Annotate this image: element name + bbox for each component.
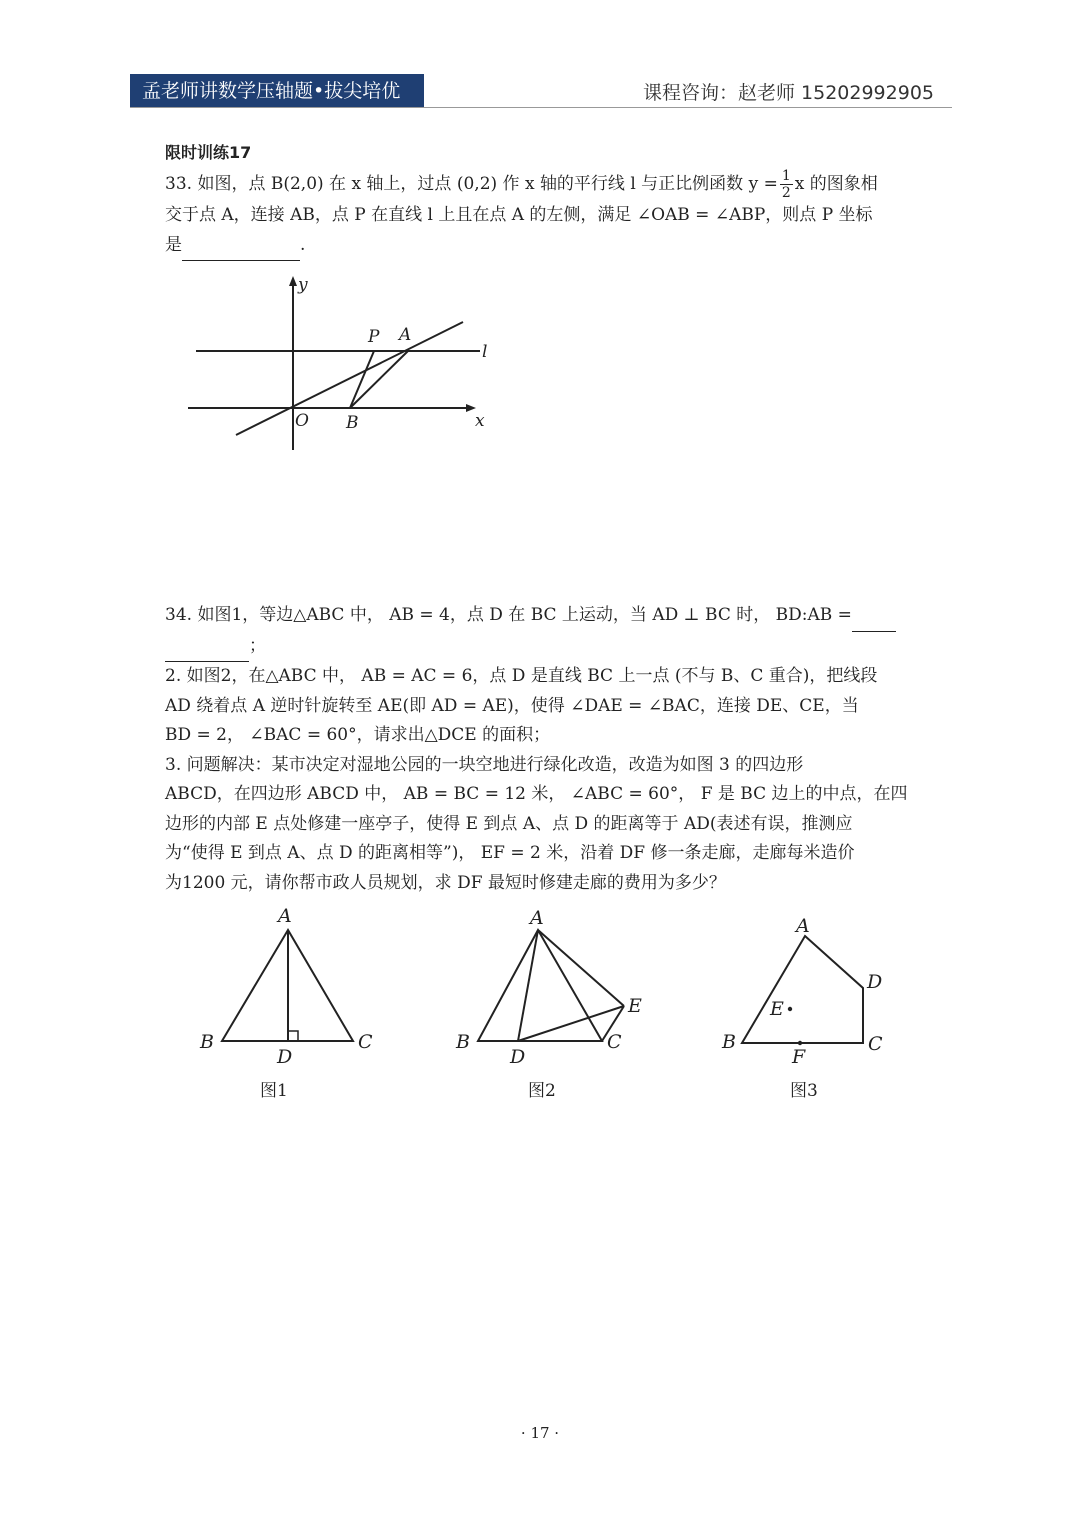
q33-line1	[165, 168, 920, 201]
question-33	[165, 168, 920, 261]
fig1-label-a: A	[278, 905, 292, 927]
q34-line9: 为“使得 E 到点 A、点 D 的距离相等”)， EF = 2 米，沿着 DF 修一条走廊，走廊每米造价	[165, 843, 855, 863]
header-contact: 课程咨询：赵老师 15202992905	[642, 82, 934, 104]
fraction-numerator: 1	[781, 168, 791, 184]
fig3-label-e: E	[770, 998, 784, 1020]
fig1-label-c: C	[358, 1031, 373, 1053]
figure-1-caption: 图1	[260, 1081, 288, 1101]
label-x: x	[475, 411, 485, 431]
fig3-label-d: D	[867, 971, 883, 993]
q34-line10: 为1200 元，请你帮市政人员规划，求 DF 最短时修建走廊的费用为多少？	[165, 872, 726, 893]
answer-blank-1	[852, 601, 896, 632]
header-title: 孟老师讲数学压轴题•拔尖培优	[130, 74, 424, 108]
fig3-label-b: B	[722, 1031, 736, 1053]
y-axis-arrow-icon	[289, 276, 297, 286]
figure-1-equilateral-triangle	[190, 900, 390, 1075]
figure-3-caption: 图3	[790, 1081, 818, 1101]
quadrilateral-abcd	[742, 936, 863, 1043]
figure-2-caption: 图2	[528, 1081, 556, 1101]
answer-blank-2	[165, 632, 249, 663]
q34-line2-end: ；	[249, 635, 266, 656]
segment-bp	[350, 351, 374, 408]
q33-line1-text: 33. 如图，点 B(2,0) 在 x 轴上，过点 (0,2) 作 x 轴的平行线 l 与正比例函数 y =	[165, 174, 778, 194]
segment-ab	[350, 351, 408, 408]
fig2-label-e: E	[628, 995, 642, 1017]
figure-2-rotation	[450, 900, 650, 1075]
q34-line4: AD 绕着点 A 逆时针旋转至 AE(即 AD = AE)，使得 ∠DAE = ∠BAC，连接 DE、CE，当	[165, 695, 859, 716]
fig1-label-b: B	[200, 1031, 214, 1053]
q33-line3-text: 是	[165, 234, 182, 255]
fig1-label-d: D	[277, 1046, 293, 1068]
fig3-label-f: F	[792, 1046, 806, 1068]
figure-33-coordinate-graph	[180, 268, 500, 458]
fig3-label-c: C	[868, 1033, 883, 1055]
segment-ae	[538, 930, 624, 1006]
q34-line6: 3. 问题解决：某市决定对湿地公园的一块空地进行绿化改造，改造为如图 3 的四边形	[165, 754, 804, 775]
section-title: 限时训练17	[165, 143, 252, 162]
fig2-label-c: C	[607, 1031, 622, 1053]
q34-line1-text: 34. 如图1，等边△ABC 中， AB = 4，点 D 在 BC 上运动，当 AD ⊥ BC 时， BD:AB =	[165, 605, 852, 625]
header-divider	[130, 107, 952, 108]
page-number: · 17 ·	[520, 1424, 560, 1442]
label-y: y	[298, 275, 308, 295]
q34-line2	[165, 632, 920, 663]
fraction-one-half	[780, 168, 793, 201]
answer-blank	[182, 231, 300, 262]
q34-line3: 2. 如图2，在△ABC 中， AB = AC = 6，点 D 是直线 BC 上一点 (不与 B、C 重合)，把线段	[165, 666, 878, 686]
triangle-abc	[478, 930, 602, 1041]
q33-line2: 交于点 A，连接 AB，点 P 在直线 l 上且在点 A 的左侧，满足 ∠OAB = ∠ABP，则点 P 坐标	[165, 205, 873, 225]
q34-line7: ABCD，在四边形 ABCD 中， AB = BC = 12 米， ∠ABC = 60°， F 是 BC 边上的中点，在四	[165, 784, 908, 804]
fig2-label-b: B	[456, 1031, 470, 1053]
label-p: P	[368, 327, 380, 347]
point-e	[788, 1007, 792, 1011]
q34-line8: 边形的内部 E 点处修建一座亭子，使得 E 到点 A、点 D 的距离等于 AD(表述有误，推测应	[165, 813, 853, 834]
q33-line3-end: .	[300, 234, 306, 255]
fraction-denominator: 2	[781, 185, 791, 201]
fig2-label-a: A	[530, 907, 544, 929]
q33-line3	[165, 231, 920, 262]
label-b: B	[346, 413, 359, 433]
label-a: A	[399, 325, 412, 345]
label-o: O	[295, 411, 309, 431]
right-angle-icon	[288, 1031, 298, 1041]
figure-3-quadrilateral	[718, 900, 898, 1075]
question-34	[165, 601, 920, 898]
point-f	[798, 1041, 802, 1045]
q33-line1-text-end: x 的图象相	[794, 174, 878, 194]
label-l: l	[482, 342, 488, 362]
fig3-label-a: A	[796, 915, 810, 937]
q34-line1	[165, 601, 920, 632]
fig2-label-d: D	[510, 1046, 526, 1068]
q34-line5: BD = 2， ∠BAC = 60°，请求出△DCE 的面积；	[165, 725, 551, 745]
